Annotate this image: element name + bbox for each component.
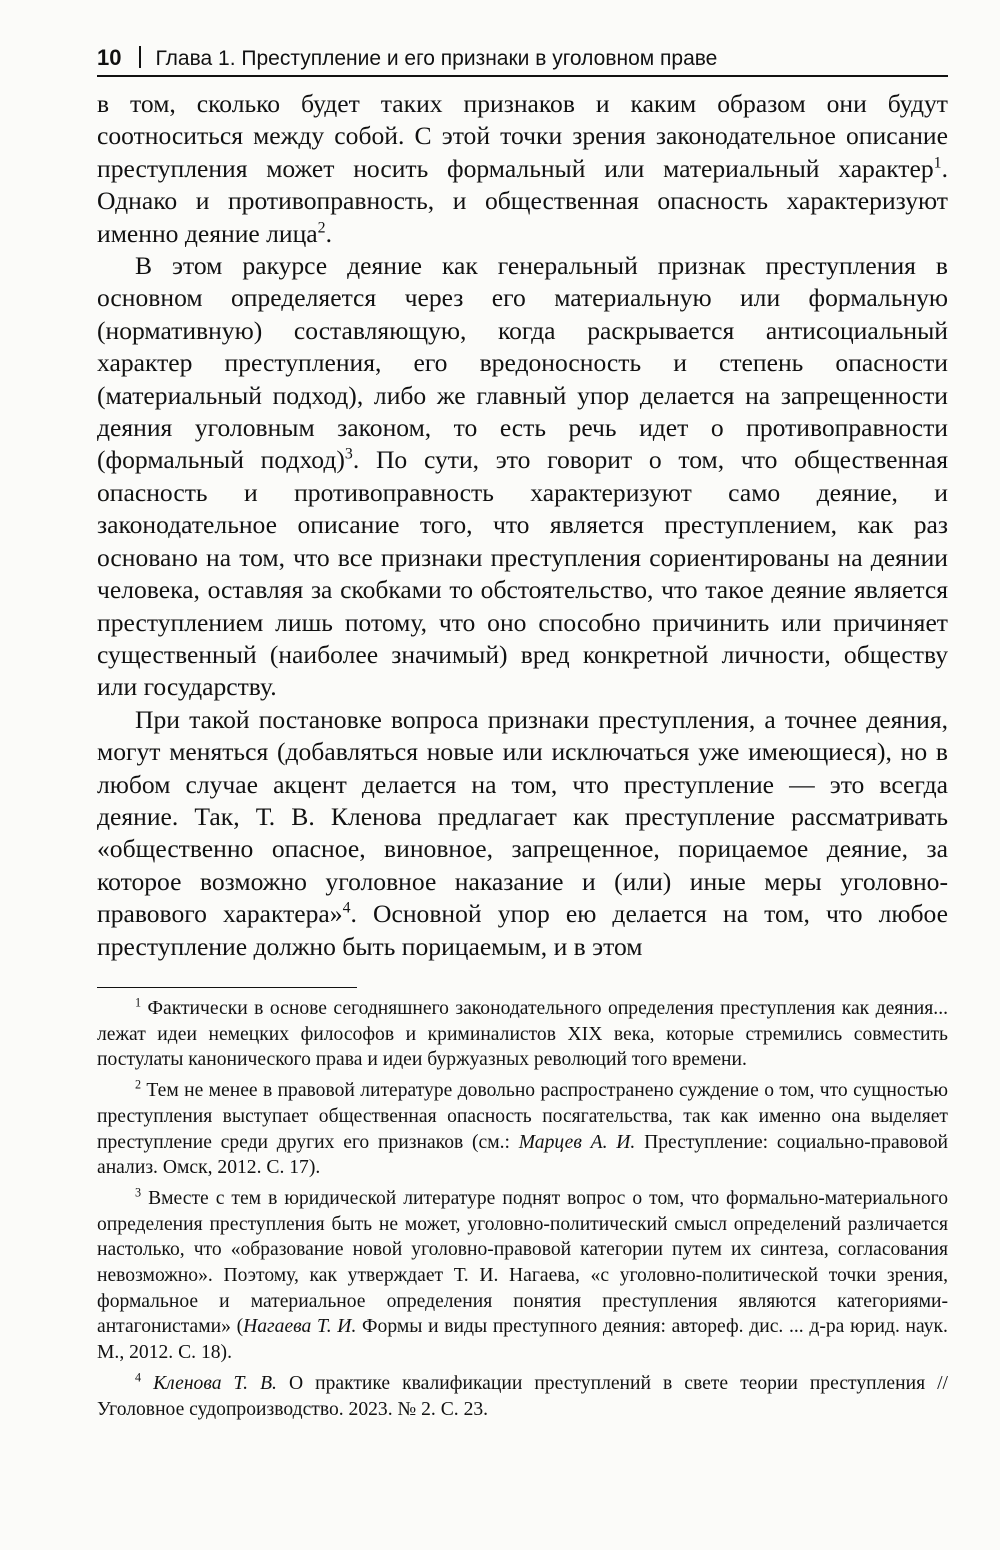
footnote-text: Вместе с тем в юридической литературе поднят вопрос о том, что формально-материального определения преступления быть не может, уголовно-политический смысл определений различается настолько, что «образование новой уголовно-правовой категории путем их синтеза, согласования невозможно». Поэтому, как утверждает Т. И. Нагаева, «с уголовно-политической точки зрения, формальное и материальное определения понятия преступления являются категориями-антагонистами» ( [97,1187,948,1338]
text-run: в том, сколько будет таких признаков и каким образом они будут соотноситься между собой. С этой точки зрения законодательное описание преступления может носить формальный или материальный характер [97,89,948,183]
text-run: . По сути, это говорит о том, что общественная опасность и противоправность характеризуют само деяние, и законодательное описание того, что является преступлением, как раз основано на том, что все признаки преступления сориентированы на деянии человека, оставляя за скобками то обстоятельство, что такое деяние является преступлением лишь потому, что оно способно причинить или причиняет существенный (наиболее значимый) вред конкретной личности, обществу или государству. [97,445,948,702]
header-rule [97,75,948,77]
footnote-ref-2: 2 [317,219,326,237]
page-number: 10 [97,45,122,70]
text-run: В этом ракурсе деяние как генеральный признак преступления в основном определяется через его материальную или формальную (нормативную) составляющую, когда раскрывается антисоциальный характер преступления, его вредоносность и степень опасности (материальный подход), либо же главный упор делается на запрещенности деяния уголовным законом, то есть речь идет о противоправности (формальный подход) [97,251,948,475]
footnote-rule [97,987,357,988]
footnote-text: Формы и виды преступного деяния: автореф. дис. ... д-ра юрид. наук. М., 2012. С. 18). [97,1316,948,1364]
footnote-ref-4: 4 [342,899,351,917]
footnote-number: 2 [135,1077,142,1092]
footnote-4 [97,1371,948,1422]
footnote-author: Кленова Т. В. [141,1372,277,1394]
footnote-text: Фактически в основе сегодняшнего законодательного определения преступления как деяния... лежат идеи немецких философов и криминалистов XIX века, которые стремились совместить постулаты канонического права и идеи буржуазных революций того времени. [97,998,948,1071]
footnote-3 [97,1186,948,1366]
footnote-2 [97,1078,948,1181]
text-run: . Основной упор ею делается на том, что любое преступление должно быть порицаемым, и в этом [97,899,948,961]
footnote-text: Тем не менее в правовой литературе довольно распространено суждение о том, что сущностью преступления выступает общественная опасность посягательства, так как именно она выделяет преступление среди других его признаков (см.: [97,1080,948,1153]
footnote-1 [97,996,948,1073]
paragraph-2 [97,250,948,704]
footnote-number: 1 [135,995,142,1010]
running-header [97,40,948,76]
footnote-author: Марцев А. И. [518,1131,636,1153]
text-run: . [325,218,333,248]
paragraph-1 [97,88,948,250]
footnote-ref-1: 1 [933,154,942,172]
footnote-number: 4 [135,1370,142,1385]
header-separator [139,46,141,68]
footnote-ref-3: 3 [344,445,353,463]
text-run: При такой постановке вопроса признаки преступления, а точнее деяния, могут меняться (добавляться новые или исключаться уже имеющиеся), но в любом случае акцент делается на том, что преступление — это всегда деяние. Так, Т. В. Кленова предлагает как преступление рассматривать «общественно опасное, виновное, запрещенное, порицаемое деяние, за которое возможно уголовное наказание и (или) иные меры уголовно-правового характера» [97,704,948,929]
paragraph-3 [97,704,948,963]
footnote-text: Преступление: социально-правовой анализ. Омск, 2012. С. 17). [97,1131,949,1179]
text-run: . Однако и противоправность, и общественная опасность характеризуют именно деяние лица [97,153,948,248]
footnote-author: Нагаева Т. И. [243,1316,357,1338]
footnotes [97,996,948,1427]
chapter-title: Глава 1. Преступление и его признаки в уголовном праве [155,47,718,70]
footnote-text: О практике квалификации преступлений в свете теории преступления // Уголовное судопроизводство. 2023. № 2. С. 23. [97,1372,948,1420]
footnote-number: 3 [135,1185,142,1200]
main-text [97,88,948,963]
